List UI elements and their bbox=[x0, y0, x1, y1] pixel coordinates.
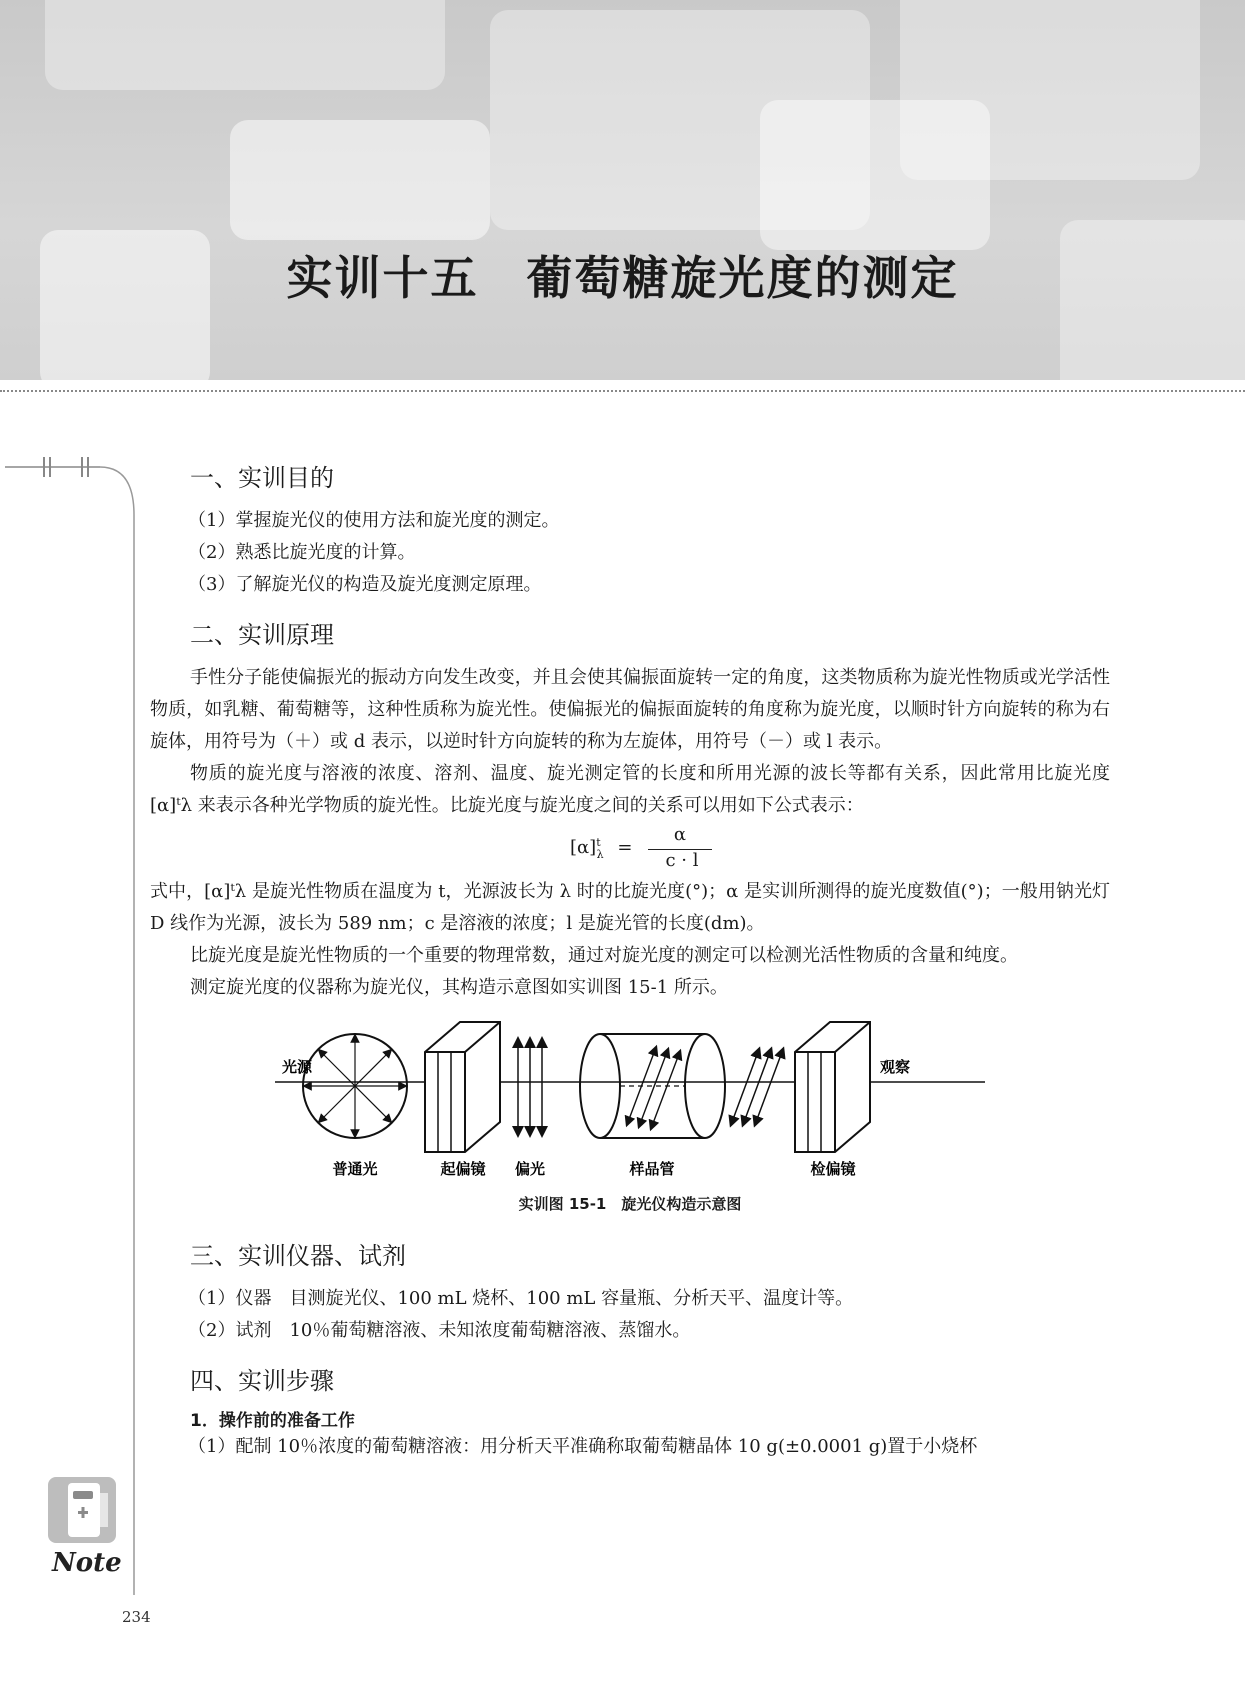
formula bbox=[150, 822, 1110, 876]
polarizer-prism bbox=[425, 1022, 500, 1152]
section-heading-2: 二、实训原理 bbox=[190, 621, 334, 649]
rotated-light-arrows bbox=[732, 1052, 782, 1122]
list-item: （3）了解旋光仪的构造及旋光度测定原理。 bbox=[188, 574, 542, 595]
list-item: （1）配制 10％浓度的葡萄糖溶液：用分析天平准确称取葡萄糖晶体 10 g(±0.0001 g)置于小烧杯 bbox=[188, 1436, 978, 1457]
separator-dotted bbox=[0, 390, 1245, 392]
section-heading-3: 三、实训仪器、试剂 bbox=[190, 1242, 406, 1270]
label-ordinary-light: 普通光 bbox=[332, 1160, 378, 1178]
formula-lhs: $[\alpha]^t_\lambda$ = bbox=[570, 836, 633, 861]
sample-tube bbox=[580, 1034, 725, 1138]
label-sample-tube: 样品管 bbox=[629, 1160, 675, 1178]
margin-decoration bbox=[0, 455, 140, 1605]
list-item: （1）掌握旋光仪的使用方法和旋光度的测定。 bbox=[188, 510, 560, 531]
title-part-2: 葡萄糖旋光度的测定 bbox=[526, 251, 959, 305]
ordinary-light-circle bbox=[303, 1034, 407, 1138]
paragraph: 比旋光度是旋光性物质的一个重要的物理常数，通过对旋光度的测定可以检测光活性物质的含量和纯度。 bbox=[190, 945, 1018, 966]
page-number: 234 bbox=[122, 1608, 151, 1626]
paragraph: 测定旋光度的仪器称为旋光仪，其构造示意图如实训图 15-1 所示。 bbox=[190, 977, 728, 998]
label-light-source: 光源 bbox=[282, 1058, 313, 1076]
list-item: （1）仪器 目测旋光仪、100 mL 烧杯、100 mL 容量瓶、分析天平、温度计等。 bbox=[188, 1288, 854, 1309]
formula-denominator: c · l bbox=[665, 850, 699, 871]
label-analyzer: 检偏镜 bbox=[810, 1160, 856, 1178]
paragraph: 物质的旋光度与溶液的浓度、溶剂、温度、旋光测定管的长度和所用光源的波长等都有关系，因此常用比旋光度[α]ᵗλ 来表示各种光学物质的旋光性。比旋光度与旋光度之间的关系可以用如下公式表示： bbox=[150, 763, 1110, 816]
list-item: （2）熟悉比旋光度的计算。 bbox=[188, 542, 416, 563]
label-polarizer: 起偏镜 bbox=[440, 1160, 486, 1178]
paragraph: 手性分子能使偏振光的振动方向发生改变，并且会使其偏振面旋转一定的角度，这类物质称为旋光性物质或光学活性物质，如乳糖、葡萄糖等，这种性质称为旋光性。使偏振光的偏振面旋转的角度称为旋光度，以顺时针方向旋转的称为右旋体，用符号为（＋）或 d 表示，以逆时针方向旋转的称为左旋体，用符号（－）或 l 表示。 bbox=[150, 667, 1110, 752]
list-item: （2）试剂 10％葡萄糖溶液、未知浓度葡萄糖溶液、蒸馏水。 bbox=[188, 1320, 691, 1341]
paragraph: 式中，[α]ᵗλ 是旋光性物质在温度为 t，光源波长为 λ 时的比旋光度(°)；α 是实训所测得的旋光度数值(°)；一般用钠光灯 D 线作为光源，波长为 589 nm；c 是溶液的浓度；l 是旋光管的长度(dm)。 bbox=[150, 881, 1110, 934]
note-label: Note bbox=[52, 1548, 122, 1578]
note-icon bbox=[46, 1475, 118, 1545]
section-heading-4: 四、实训步骤 bbox=[190, 1367, 334, 1395]
label-polarized-light: 偏光 bbox=[514, 1160, 546, 1178]
title-part-1: 实训十五 bbox=[286, 251, 479, 305]
analyzer-prism bbox=[795, 1022, 870, 1152]
label-observe: 观察 bbox=[880, 1058, 911, 1076]
formula-numerator: α bbox=[673, 824, 687, 845]
polarized-light-arrows bbox=[518, 1042, 542, 1132]
figure-caption: 实训图 15-1 旋光仪构造示意图 bbox=[518, 1195, 742, 1213]
page-title bbox=[0, 242, 1245, 308]
section-heading-1: 一、实训目的 bbox=[190, 464, 334, 492]
subheading: 1．操作前的准备工作 bbox=[190, 1411, 355, 1431]
polarimeter-diagram bbox=[150, 1014, 1110, 1189]
main-content bbox=[150, 450, 1110, 1463]
title-banner bbox=[0, 0, 1245, 380]
